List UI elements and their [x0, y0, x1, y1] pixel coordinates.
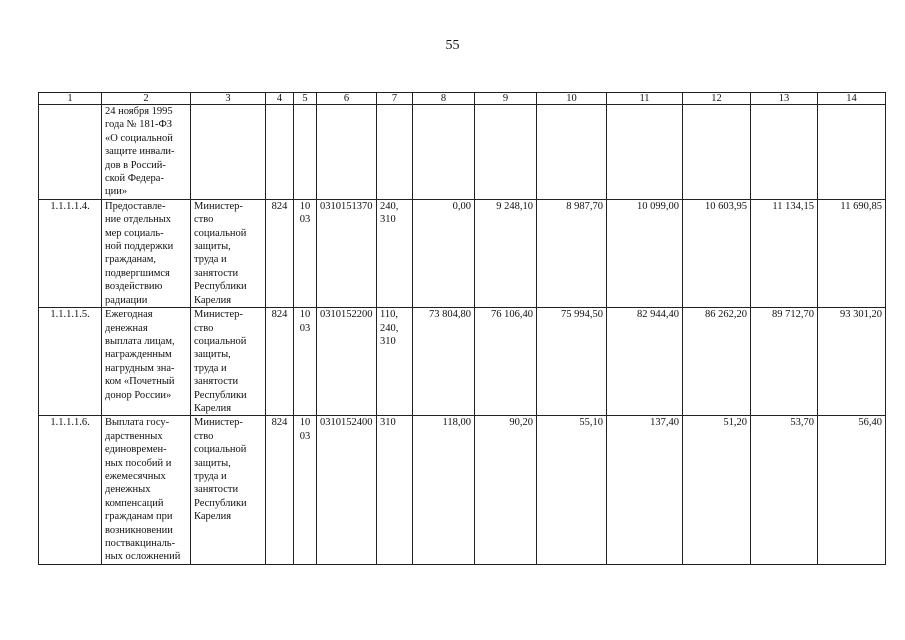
value-col-10: 75 994,50 [537, 308, 607, 416]
measure-name: Ежегодная денежная выплата лицам, награжденным нагрудным зна- ком «Почетный донор России» [102, 308, 191, 416]
measure-name: Выплата госу- дарственных единовремен- ных пособий и ежемесячных денежных компенсаций гражданам при возникновении поствакциналь- ных осложнений [102, 416, 191, 564]
column-number: 12 [683, 93, 751, 105]
value-col-11: 137,40 [607, 416, 683, 564]
grbs-code: 824 [266, 308, 294, 416]
responsible-agency [191, 105, 266, 200]
value-col-14 [818, 105, 886, 200]
column-number: 5 [294, 93, 317, 105]
column-number: 14 [818, 93, 886, 105]
value-col-8: 73 804,80 [413, 308, 475, 416]
column-number: 4 [266, 93, 294, 105]
responsible-agency: Министер- ство социальной защиты, труда и занятости Республики Карелия [191, 308, 266, 416]
value-col-11: 82 944,40 [607, 308, 683, 416]
value-col-9: 90,20 [475, 416, 537, 564]
value-col-9: 76 106,40 [475, 308, 537, 416]
column-number: 6 [317, 93, 377, 105]
value-col-13: 89 712,70 [751, 308, 818, 416]
expense-type-code: 240, 310 [377, 199, 413, 307]
value-col-8: 118,00 [413, 416, 475, 564]
value-col-11: 10 099,00 [607, 199, 683, 307]
program-table [38, 92, 886, 565]
target-article-code [317, 105, 377, 200]
column-number: 9 [475, 93, 537, 105]
grbs-code: 824 [266, 416, 294, 564]
responsible-agency: Министер- ство социальной защиты, труда и занятости Республики Карелия [191, 199, 266, 307]
value-col-9: 9 248,10 [475, 199, 537, 307]
section-code: 10 03 [294, 199, 317, 307]
table-row [39, 416, 886, 564]
value-col-9 [475, 105, 537, 200]
column-number-row [39, 93, 886, 105]
value-col-14: 93 301,20 [818, 308, 886, 416]
value-col-12: 10 603,95 [683, 199, 751, 307]
column-number: 10 [537, 93, 607, 105]
grbs-code [266, 105, 294, 200]
row-code: 1.1.1.1.5. [39, 308, 102, 416]
expense-type-code: 110, 240, 310 [377, 308, 413, 416]
column-number: 13 [751, 93, 818, 105]
measure-name: 24 ноября 1995 года № 181-ФЗ «О социальной защите инвали- дов в Россий- ской Федера- ции» [102, 105, 191, 200]
value-col-10 [537, 105, 607, 200]
responsible-agency: Министер- ство социальной защиты, труда и занятости Республики Карелия [191, 416, 266, 564]
row-code: 1.1.1.1.4. [39, 199, 102, 307]
row-code [39, 105, 102, 200]
table-row [39, 199, 886, 307]
value-col-13: 53,70 [751, 416, 818, 564]
column-number: 11 [607, 93, 683, 105]
table-row [39, 308, 886, 416]
value-col-10: 8 987,70 [537, 199, 607, 307]
value-col-11 [607, 105, 683, 200]
column-number: 2 [102, 93, 191, 105]
value-col-13 [751, 105, 818, 200]
value-col-8 [413, 105, 475, 200]
section-code: 10 03 [294, 416, 317, 564]
target-article-code: 0310152200 [317, 308, 377, 416]
table-row [39, 105, 886, 200]
column-number: 3 [191, 93, 266, 105]
section-code: 10 03 [294, 308, 317, 416]
value-col-13: 11 134,15 [751, 199, 818, 307]
expense-type-code: 310 [377, 416, 413, 564]
value-col-12: 86 262,20 [683, 308, 751, 416]
value-col-14: 11 690,85 [818, 199, 886, 307]
value-col-10: 55,10 [537, 416, 607, 564]
column-number: 1 [39, 93, 102, 105]
value-col-12 [683, 105, 751, 200]
grbs-code: 824 [266, 199, 294, 307]
value-col-12: 51,20 [683, 416, 751, 564]
column-number: 8 [413, 93, 475, 105]
row-code: 1.1.1.1.6. [39, 416, 102, 564]
measure-name: Предоставле- ние отдельных мер социаль- ной поддержки гражданам, подвергшимся воздействию радиации [102, 199, 191, 307]
value-col-8: 0,00 [413, 199, 475, 307]
section-code [294, 105, 317, 200]
expense-type-code [377, 105, 413, 200]
target-article-code: 0310151370 [317, 199, 377, 307]
value-col-14: 56,40 [818, 416, 886, 564]
target-article-code: 0310152400 [317, 416, 377, 564]
column-number: 7 [377, 93, 413, 105]
page-number: 55 [445, 38, 460, 53]
